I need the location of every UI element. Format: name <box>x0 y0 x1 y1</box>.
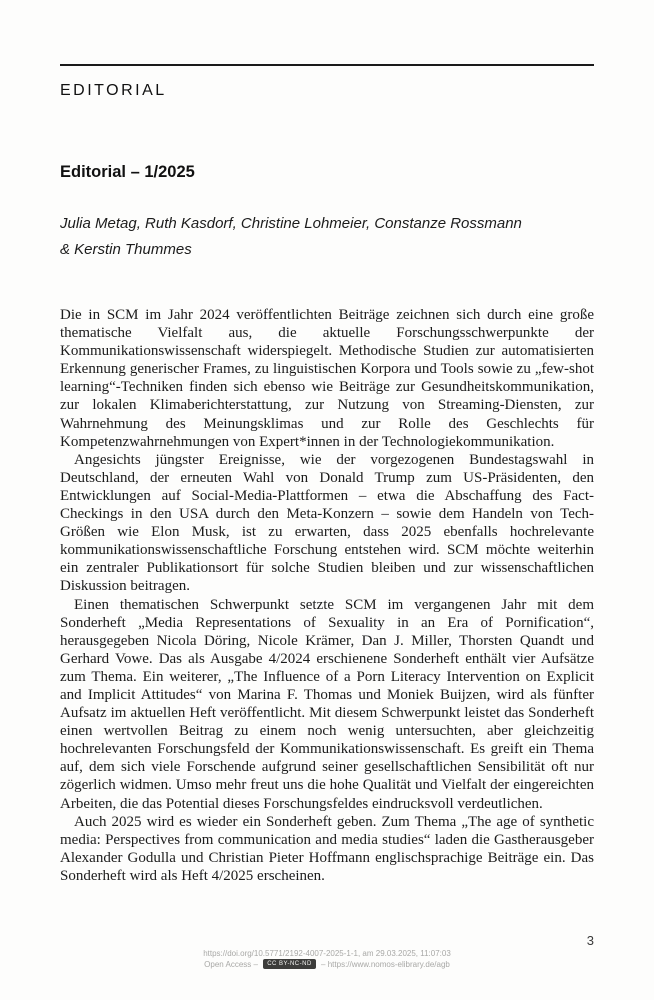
page-content <box>60 0 594 885</box>
paragraph-2: Angesichts jüngster Ereignisse, wie der vorgezogenen Bundestagswahl in Deutschland, der erneuten Wahl von Donald Trump zum US-Präsidenten, den Entwicklungen auf Social-Media-Plattformen – etwa die Abschaffung des Fact-Checkings in den USA durch den Meta-Konzern – sowie dem Handeln von Tech-Größen wie Elon Musk, ist zu erwarten, dass 2025 ebenfalls hochrelevante kommunikationswissenschaftliche Forschung entstehen wird. SCM möchte weiterhin ein zentraler Publikationsort für solche Studien bleiben und zur wissenschaftlichen Diskussion beitragen. <box>60 451 594 595</box>
cc-license-icon: CC BY-NC-ND <box>263 959 316 969</box>
paragraph-1: Die in SCM im Jahr 2024 veröffentlichten Beiträge zeichnen sich durch eine große thematische Vielfalt aus, die aktuelle Forschungsschwerpunkte der Kommunikationswissenschaft widerspiegelt. Methodische Studien zur automatisierten Erkennung generischer Frames, zu linguistischen Korpora und Tools sowie zu „few-shot learning“-Techniken finden sich ebenso wie Beiträge zur Gesundheitskommunikation, zur lokalen Klimaberichterstattung, zur Nutzung von Streaming-Diensten, zur Wahrnehmung des Meinungsklimas und zur Rolle des Geschlechts für Kompetenzwahrnehmungen von Expert*innen in der Technologiekommunikation. <box>60 307 594 450</box>
editorial-body <box>60 306 594 885</box>
open-access-label: Open Access – <box>204 960 258 969</box>
paragraph-4: Auch 2025 wird es wieder ein Sonderheft geben. Zum Thema „The age of synthetic media: Perspectives from communication and media studies“ laden die Gastherausgeber Alexander Godulla und Christian Pieter Hoffmann englischsprachige Beiträge ein. Das Sonderheft wird als Heft 4/2025 erscheinen. <box>60 813 594 884</box>
elibrary-url: – https://www.nomos-elibrary.de/agb <box>321 960 450 969</box>
editorial-title: Editorial – 1/2025 <box>60 163 195 181</box>
paragraph-3: Einen thematischen Schwerpunkt setzte SCM im vergangenen Jahr mit dem Sonderheft „Media Representations of Sexuality in an Era of Pornification“, herausgegeben Nicola Döring, Nicole Krämer, Dan J. Miller, Thorsten Quandt und Gerhard Vowe. Das als Ausgabe 4/2024 erschienene Sonderheft enthält vier Aufsätze zum Thema. Ein weiterer, „The Influence of a Porn Literacy Intervention on Explicit and Implicit Attitudes“ von Marina F. Thomas und Moniek Buijzen, wird als fünfter Aufsatz im aktuellen Heft veröffentlicht. Mit diesem Schwerpunkt leistet das Sonderheft einen wertvollen Beitrag zu einem noch wenig untersuchten, aber gleichzeitig hochrelevanten Forschungsfeld der Kommunikationswissenschaft. Es greift ein Thema auf, dem sich viele Forschende aufgrund seiner gesellschaftlichen Sensibilität oft nur zögerlich widmen. Umso mehr freut uns die hohe Qualität und Vielfalt der eingereichten Arbeiten, die das Potential dieses Forschungsfeldes eindrucksvoll verdeutlichen. <box>60 596 594 812</box>
doi-access-line: https://doi.org/10.5771/2192-4007-2025-1-1, am 29.03.2025, 11:07:03 <box>203 949 451 958</box>
page-number: 3 <box>586 933 594 948</box>
open-access-line <box>0 959 654 970</box>
authors-line: Julia Metag, Ruth Kasdorf, Christine Lohmeier, Constanze Rossmann & Kerstin Thummes <box>60 215 522 258</box>
access-footer <box>0 948 654 970</box>
section-label: EDITORIAL <box>60 82 167 99</box>
header-rule <box>60 64 594 66</box>
